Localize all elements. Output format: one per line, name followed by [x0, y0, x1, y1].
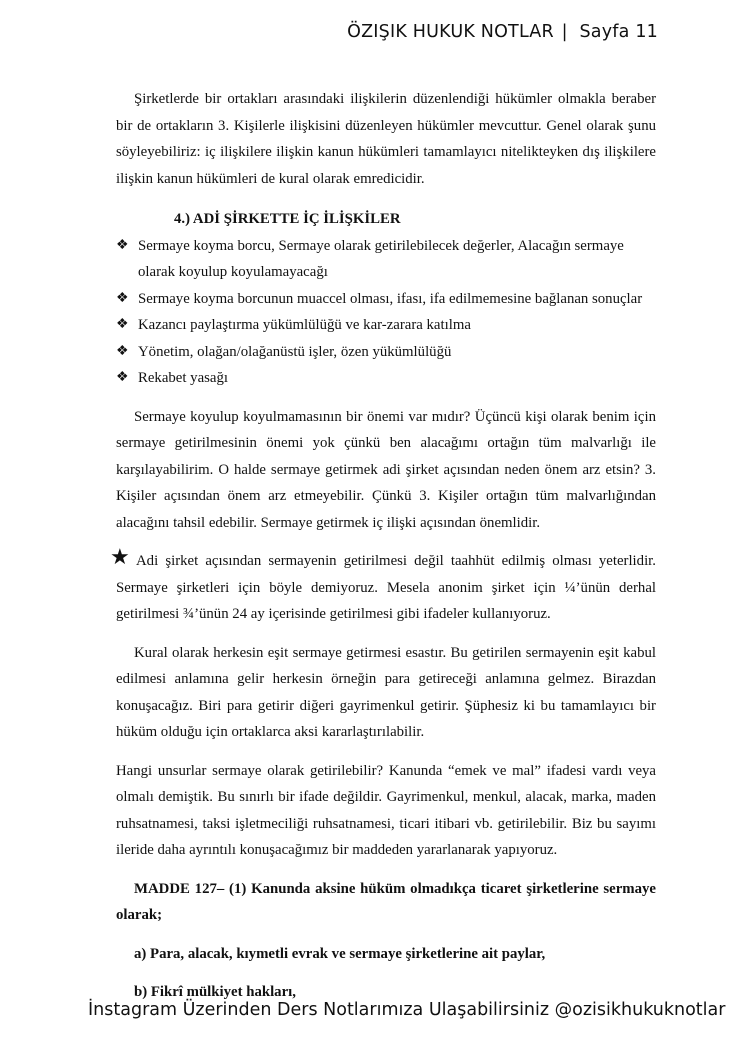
bullet-diamond-icon: ❖ — [116, 317, 129, 332]
paragraph-equal-capital: Kural olarak herkesin eşit sermaye getirmesi esastır. Bu getirilen sermayenin eşit kabul edilmesi anlamına gelir herkesin örneğin para getireceği anlamına gelmez. Birazdan konuşacağız. Biri para getirir diğeri gayrimenkul getirir. Şüphesiz ki bu tamamlayıcı bir hüküm olduğu için ortaklarca aksi kararlaştırılabilir. — [116, 644, 656, 740]
header-title: ÖZIŞIK HUKUK NOTLAR — [347, 22, 554, 42]
bullet-list — [116, 233, 656, 392]
starred-paragraph — [110, 544, 656, 628]
list-item-text: Sermaye koyma borcunun muaccel olması, ifası, ifa edilmemesine bağlanan sonuçlar — [138, 290, 643, 307]
page-footer: İnstagram Üzerinden Ders Notlarımıza Ulaşabilirsiniz @ozisikhukuknotlar — [88, 1000, 726, 1020]
list-item-text: Rekabet yasağı — [138, 370, 228, 386]
list-item-text: Sermaye koyma borcu, Sermaye olarak getirilebilecek değerler, Alacağın sermaye olarak koyulup koyulamayacağı — [138, 237, 624, 280]
list-item-text: Kazancı paylaştırma yükümlülüğü ve kar-zarara katılma — [138, 317, 471, 333]
paragraph-intro: Şirketlerde bir ortakları arasındaki ilişkilerin düzenlendiği hükümler olmakla beraber bir de ortakların 3. Kişilerle ilişkisini düzenleyen hükümler mevcuttur. Genel olarak şunu söyleyebiliriz: iç ilişkilere ilişkin kanun hükümleri tamamlayıcı nitelikteyken dış ilişkilere ilişkin kanun hükümleri de kural olarak emredicidir. — [116, 91, 656, 187]
page-header — [347, 22, 658, 42]
article-127-heading: MADDE 127– (1) Kanunda aksine hüküm olmadıkça ticaret şirketlerine sermaye olarak; — [116, 880, 656, 923]
bullet-diamond-icon: ❖ — [116, 343, 129, 359]
list-item — [116, 286, 656, 313]
bullet-diamond-icon: ❖ — [116, 290, 129, 306]
paragraph-commitment: Adi şirket açısından sermayenin getirilmesi değil taahhüt edilmiş olması yeterlidir. Sermaye şirketleri için böyle demiyoruz. Mesela anonim şirket için ¼’ünün derhal getirilmesi ¾’ünün 24 ay içerisinde getirilmesi gibi ifadeler kullanıyoruz. — [116, 553, 656, 622]
paragraph-capital-items: Hangi unsurlar sermaye olarak getirilebilir? Kanunda “emek ve mal” ifadesi vardı veya olmalı demiştik. Bu sınırlı bir ifade değildir. Gayrimenkul, menkul, alacak, marka, maden ruhsatnamesi, taksi işletmeciliği ruhsatnamesi, ticari itibari vb. getirilebilir. Biz bu sayımı ileride daha ayrıntılı konuşacağımız bir maddeden yararlanarak yapıyoruz. — [116, 762, 656, 858]
list-item — [116, 312, 656, 339]
list-item — [116, 339, 656, 366]
bullet-diamond-icon: ❖ — [116, 237, 129, 253]
list-item — [116, 365, 656, 392]
bullet-diamond-icon: ❖ — [116, 370, 129, 385]
header-separator: | — [561, 22, 568, 42]
list-item-text: Yönetim, olağan/olağanüstü işler, özen yükümlülüğü — [138, 343, 452, 360]
star-icon: ★ — [110, 544, 130, 569]
article-item-b: b) Fikrî mülkiyet hakları, — [134, 984, 296, 1000]
page-number: Sayfa 11 — [579, 22, 658, 42]
list-item — [116, 233, 656, 286]
section-heading: 4.) ADİ ŞİRKETTE İÇ İLİŞKİLER — [174, 211, 401, 227]
article-item-a: a) Para, alacak, kıymetli evrak ve sermaye şirketlerine ait paylar, — [134, 945, 546, 962]
paragraph-capital-importance: Sermaye koyulup koyulmamasının bir önemi var mıdır? Üçüncü kişi olarak benim için sermaye getirilmesinin önemi yok çünkü ben alacağımı ortağın tüm malvarlığı ile karşılayabilirim. O halde sermaye getirmek adi şirket açısından neden önem arz etsin? 3. Kişiler açısından önem arz etmeyebilir. Çünkü 3. Kişiler ortağın tüm malvarlığından alacağını tahsil edebilir. Sermaye getirmek iç ilişki açısından önemlidir. — [116, 408, 656, 531]
document-body — [110, 86, 656, 1006]
